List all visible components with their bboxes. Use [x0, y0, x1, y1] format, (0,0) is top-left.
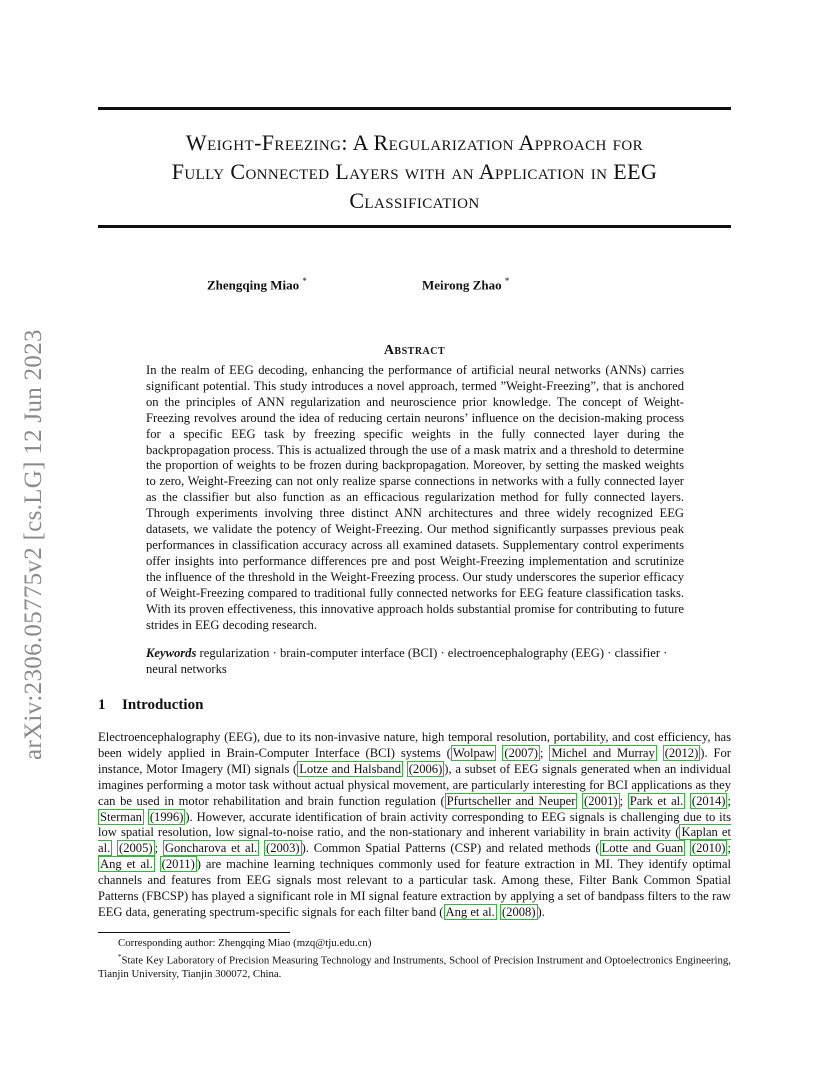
citation-link[interactable]: Park et al.	[629, 793, 684, 808]
paper-title	[98, 128, 731, 215]
author-1-name: Zhengqing Miao	[207, 277, 300, 293]
citation-link[interactable]: Michel and Murray	[551, 745, 655, 760]
section-heading-introduction	[98, 697, 203, 714]
citation-link[interactable]: Kaplan et al.	[98, 825, 731, 856]
citation-link[interactable]: Ang et al.	[100, 857, 153, 872]
introduction-paragraph	[98, 730, 731, 921]
author-2	[422, 276, 509, 293]
citation-year-link[interactable]: (1996)	[149, 809, 184, 824]
citation-link[interactable]: Goncharova et al.	[164, 841, 258, 856]
citation-year-link[interactable]: (2014)	[691, 793, 726, 808]
intro-text	[657, 746, 663, 760]
citation-link[interactable]: Ang et al.	[445, 904, 495, 919]
abstract-body: In the realm of EEG decoding, enhancing the performance of artificial neural networks (ANNs) carries significant potential. This study introduces a novel approach, termed ”Weight-Freezing”, that is anchored on the principles of ANN regularization and neuroscience prior knowledge. The concept of Weight-Freezing revolves around the idea of reducing certain neurons’ influence on the decision-making process for a specific EEG task by freezing specific weights in the fully connected layer during the backpropagation process. This is actualized through the use of a mask matrix and a threshold to determine the proportion of weights to be frozen during backpropagation. Moreover, by setting the masked weights to zero, Weight-Freezing can not only realize sparse connections in networks with a fully connected layer as the classifier but also function as an efficacious regularization method for fully connected layers. Through experiments involving three distinct ANN architectures and three widely recognized EEG datasets, we validate the potency of Weight-Freezing. Our method significantly surpasses previous peak performances in classification accuracy across all examined datasets. Supplementary control experiments offer insights into performance differences pre and post Weight-Freezing implementation and scrutinize the influence of the threshold in the Weight-Freezing process. Our study underscores the superior efficacy of Weight-Freezing compared to traditional fully connected networks for EEG feature classification tasks. With its proven effectiveness, this innovative approach holds substantial promise for contributing to future strides in EEG decoding research.	[146, 363, 684, 632]
citation-year-link[interactable]: (2001)	[584, 793, 618, 808]
section-title: Introduction	[122, 697, 204, 713]
citation-link[interactable]: Wolpaw	[452, 745, 495, 760]
abstract-heading: Abstract	[383, 343, 446, 358]
title-top-rule	[98, 107, 731, 110]
keywords-label: Keywords	[146, 646, 197, 660]
citation-link[interactable]: Lotte and Guan	[601, 841, 684, 856]
intro-text: ;	[539, 745, 550, 760]
citation-year-link[interactable]: (2008)	[501, 904, 536, 919]
intro-text: ;	[154, 841, 163, 856]
footnote-rule	[98, 932, 290, 933]
author-1	[207, 276, 307, 293]
intro-text: ). For instance, Motor Imagery (MI) signals (	[98, 745, 731, 776]
citation-link[interactable]: Lotze and Halsband	[299, 761, 402, 776]
affiliation-mark: *	[118, 952, 122, 961]
author-1-mark: *	[302, 276, 307, 286]
intro-text: ;	[727, 841, 731, 856]
author-2-mark: *	[504, 276, 510, 286]
arxiv-id-text: arXiv:2306.05775v2 [cs.LG] 12 Jun 2023	[20, 329, 47, 760]
citation-year-link[interactable]: (2006)	[408, 761, 443, 776]
title-line-1: Weight-Freezing: A Regularization Approach for	[185, 130, 644, 155]
title-line-2: Fully Connected Layers with an Application in EEG	[171, 159, 658, 184]
citation-link[interactable]: Sterman	[100, 809, 142, 824]
intro-text: ).	[537, 904, 545, 919]
citation-year-link[interactable]: (2012)	[664, 745, 699, 760]
intro-text: ), a subset of EEG signals generated when an individual imagines performing a motor task without actual physical movement, are particularly interesting for BCI applications as they can be used in motor rehabilitation and brain function regulation (	[98, 761, 731, 808]
keywords-text: regularization · brain-computer interface (BCI) · electroencephalography (EEG) · classifier · neural networks	[146, 646, 668, 676]
keywords	[146, 645, 684, 677]
title-bottom-rule	[98, 225, 731, 228]
footnote-affiliation	[98, 951, 731, 982]
citation-year-link[interactable]: (2005)	[119, 841, 153, 856]
citation-year-link[interactable]: (2011)	[161, 857, 195, 872]
intro-text: ). Common Spatial Patterns (CSP) and related methods (	[301, 841, 600, 856]
affiliation-text: State Key Laboratory of Precision Measuring Technology and Instruments, School of Precision Instrument and Optoelectronics Engineering, Tianjin University, Tianjin 300072, China.	[98, 954, 731, 980]
footnotes	[98, 937, 731, 981]
citation-year-link[interactable]: (2010)	[691, 841, 726, 856]
intro-text: ) are machine learning techniques commonly used for feature extraction in MI. They identify optimal channels and features from EEG signals most relevant to a particular task. Among these, Filter Bank Common Spatial Patterns (FBCSP) has played a significant role in MI signal feature extraction by applying a set of bandpass filters to the raw EEG data, generating spectrum-specific signals for each filter band (	[98, 857, 732, 919]
intro-text: ;	[619, 793, 628, 808]
author-2-name: Meirong Zhao	[422, 277, 502, 293]
footnote-corresponding-author: Corresponding author: Zhengqing Miao (mzq@tju.edu.cn)	[118, 937, 372, 949]
section-number: 1	[98, 697, 106, 713]
intro-text	[155, 857, 160, 871]
arxiv-identifier-stamp	[16, 290, 50, 760]
citation-link[interactable]: Pfurtscheller and Neuper	[446, 793, 576, 808]
intro-text: Electroencephalography (EEG), due to its non-invasive nature, high temporal resolution, portability, and cost efficiency, has been widely applied in Brain-Computer Interface (BCI) systems (	[98, 730, 731, 760]
title-line-3: Classification	[349, 188, 480, 213]
intro-text: ;	[727, 793, 731, 808]
citation-year-link[interactable]: (2003)	[266, 841, 300, 856]
intro-text: ). However, accurate identification of brain activity corresponding to EEG signals is challenging due to its low spatial resolution, low signal-to-noise ratio, and the non-stationary and inherent variability in brain activity (	[98, 809, 731, 840]
citation-year-link[interactable]: (2007)	[504, 745, 538, 760]
